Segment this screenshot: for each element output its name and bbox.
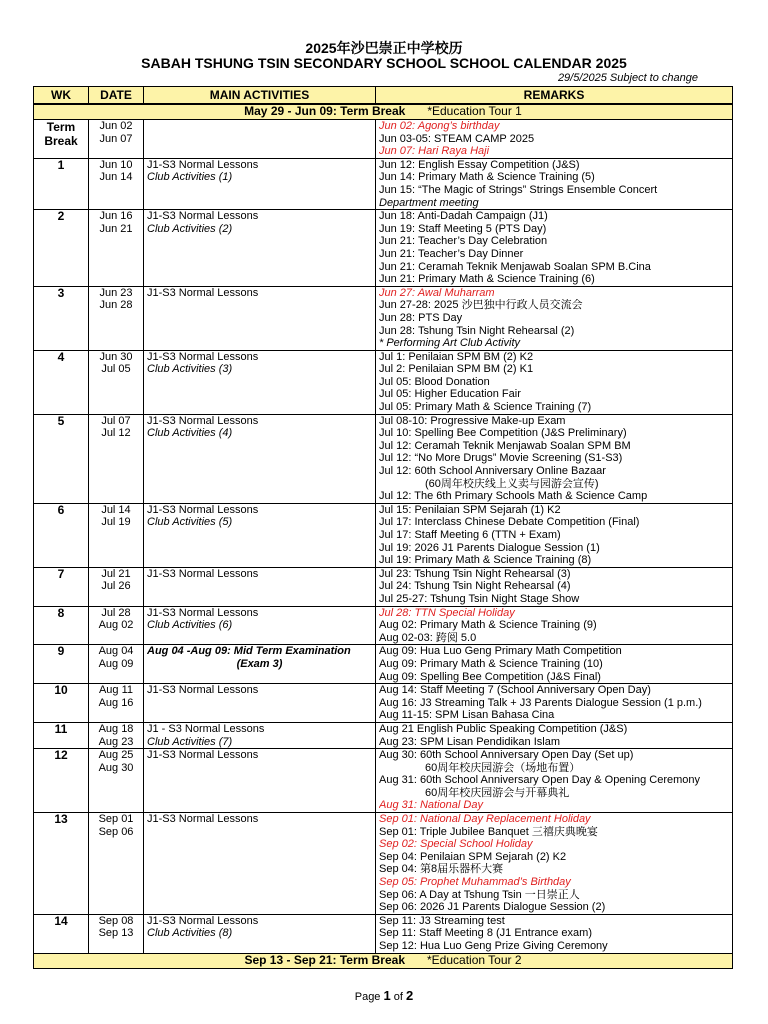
footer-page-number: 1	[383, 988, 391, 1003]
remark-line: Sep 11: J3 Streaming test	[379, 914, 505, 927]
week-row	[34, 210, 733, 287]
remark-line: Aug 23: SPM Lisan Pendidikan Islam	[379, 735, 560, 748]
term-break-row	[34, 104, 733, 120]
remarks	[376, 914, 733, 953]
remark-line: 60周年校庆园游会（场地布置）	[425, 761, 581, 774]
activity-line: J1-S3 Normal Lessons	[147, 350, 259, 363]
remarks	[376, 813, 733, 915]
date-line: Aug 25	[98, 749, 134, 762]
week-number: 12	[34, 749, 89, 813]
remark-line: Jul 28: TTN Special Holiday	[379, 606, 515, 619]
week-dates	[89, 567, 144, 606]
remark-line: Aug 14: Staff Meeting 7 (School Anniversary Open Day)	[379, 684, 651, 697]
remark-line: Jul 15: Penilaian SPM Sejarah (1) K2	[379, 503, 561, 516]
remark-line: (60周年校庆线上义卖与园游会宣传)	[425, 477, 599, 490]
main-activities	[144, 645, 376, 684]
term-break-label: Sep 13 - Sep 21: Term Break	[244, 952, 405, 967]
remarks	[376, 749, 733, 813]
date-line: Jun 23	[99, 286, 133, 299]
remarks	[376, 158, 733, 209]
main-activities	[144, 567, 376, 606]
week-number: 8	[34, 606, 89, 645]
remark-line: Aug 02-03: 跨阅 5.0	[379, 631, 477, 644]
remark-line: Aug 02: Primary Math & Science Training (9)	[379, 619, 597, 632]
date-line: Jul 19	[101, 516, 131, 529]
week-number: 9	[34, 645, 89, 684]
activity-line: J1-S3 Normal Lessons	[147, 286, 259, 299]
remark-line: Sep 12: Hua Luo Geng Prize Giving Ceremony	[379, 940, 608, 952]
remarks	[376, 503, 733, 567]
date-line: Jun 07	[99, 132, 133, 145]
week-number: Term Break	[34, 120, 89, 159]
revision-note: 29/5/2025 Subject to change	[557, 72, 698, 84]
activity-line: J1-S3 Normal Lessons	[147, 606, 259, 619]
main-activities	[144, 120, 376, 159]
activity-line: Club Activities (1)	[147, 171, 233, 184]
week-dates	[89, 503, 144, 567]
date-line: Sep 13	[98, 927, 134, 940]
date-line: Aug 23	[98, 735, 134, 748]
remark-line: Jun 21: Teacher’s Day Celebration	[379, 235, 548, 248]
remark-line: Aug 31: 60th School Anniversary Open Day & Opening Ceremony	[379, 774, 701, 787]
main-activities	[144, 158, 376, 209]
column-header-date: DATE	[89, 87, 144, 105]
week-row	[34, 645, 733, 684]
week-dates	[89, 722, 144, 748]
date-line: Jul 12	[101, 427, 131, 440]
week-row	[34, 120, 733, 159]
date-line: Jun 21	[99, 222, 133, 235]
week-row	[34, 684, 733, 723]
remark-line: Aug 30: 60th School Anniversary Open Day (Set up)	[379, 749, 634, 762]
week-number: 11	[34, 722, 89, 748]
main-activities	[144, 914, 376, 953]
week-dates	[89, 645, 144, 684]
activity-line: J1-S3 Normal Lessons	[147, 914, 259, 927]
remark-line: Jun 18: Anti-Dadah Campaign (J1)	[379, 210, 548, 223]
remark-line: Jun 14: Primary Math & Science Training (5)	[379, 171, 595, 184]
week-dates	[89, 813, 144, 915]
date-line: Jul 14	[101, 503, 131, 516]
week-row	[34, 749, 733, 813]
week-row	[34, 567, 733, 606]
week-number: 1	[34, 158, 89, 209]
column-header-main-activities: MAIN ACTIVITIES	[144, 87, 376, 105]
week-number: 13	[34, 813, 89, 915]
date-line: Aug 02	[98, 619, 134, 632]
week-number: 4	[34, 350, 89, 414]
activity-line: Aug 04 -Aug 09: Mid Term Examination	[147, 645, 351, 658]
remark-line: Jun 28: PTS Day	[379, 311, 463, 324]
remark-line: Jul 12: Ceramah Teknik Menjawab Soalan SPM BM	[379, 439, 631, 452]
activity-line: J1-S3 Normal Lessons	[147, 210, 259, 223]
remark-line: Sep 05: Prophet Muhammad’s Birthday	[379, 876, 571, 889]
footer-of: of	[390, 991, 407, 1003]
main-activities	[144, 210, 376, 287]
footer-prefix: Page	[354, 991, 384, 1003]
page-footer	[0, 988, 768, 1003]
main-activities	[144, 350, 376, 414]
title-english: SABAH TSHUNG TSIN SECONDARY SCHOOL SCHOOL CALENDAR 2025	[141, 55, 627, 71]
date-line: Jun 16	[99, 210, 133, 223]
week-row	[34, 158, 733, 209]
remark-line: Aug 09: Primary Math & Science Training (10)	[379, 657, 603, 670]
date-line: Jun 30	[99, 350, 133, 363]
week-dates	[89, 684, 144, 723]
remark-line: Jun 27-28: 2025 沙巴独中行政人员交流会	[379, 299, 583, 312]
week-number: 10	[34, 684, 89, 723]
date-line: Sep 01	[98, 813, 134, 826]
date-line: Jul 28	[101, 606, 131, 619]
remark-line: Jul 19: 2026 J1 Parents Dialogue Session (1)	[379, 541, 600, 554]
date-line: Jul 05	[101, 363, 131, 376]
remark-line: Jun 21: Primary Math & Science Training (6)	[379, 273, 595, 286]
remark-line: Jun 21: Ceramah Teknik Menjawab Soalan SPM B.Cina	[379, 260, 651, 273]
date-line: Aug 18	[98, 722, 134, 735]
remarks	[376, 567, 733, 606]
remarks	[376, 350, 733, 414]
remark-line: Jul 25-27: Tshung Tsin Night Stage Show	[379, 592, 580, 605]
term-break-cell	[34, 953, 733, 968]
remark-line: Jul 05: Primary Math & Science Training (7)	[379, 401, 592, 414]
remark-line: Aug 09: Spelling Bee Competition (J&S Final)	[379, 670, 601, 683]
remark-line: Jul 23: Tshung Tsin Night Rehearsal (3)	[379, 567, 571, 580]
remark-line: Sep 01: National Day Replacement Holiday	[379, 813, 591, 826]
date-line: Jul 07	[101, 414, 131, 427]
column-header-remarks: REMARKS	[376, 87, 733, 105]
remarks	[376, 120, 733, 159]
term-break-note: *Education Tour 2	[427, 952, 522, 967]
remark-line: Jun 15: “The Magic of Strings” Strings Ensemble Concert	[379, 183, 658, 196]
week-number: 6	[34, 503, 89, 567]
date-line: Aug 04	[98, 645, 134, 658]
remark-line: Jun 21: Teacher’s Day Dinner	[379, 247, 524, 260]
remark-line: Aug 31: National Day	[379, 799, 483, 812]
header-row	[34, 87, 733, 105]
remark-line: Sep 01: Triple Jubilee Banquet 三禧庆典晚宴	[379, 825, 598, 838]
remark-line: Jul 24: Tshung Tsin Night Rehearsal (4)	[379, 580, 571, 593]
activity-line: J1-S3 Normal Lessons	[147, 158, 259, 171]
remarks	[376, 606, 733, 645]
term-break-note: *Education Tour 1	[427, 104, 522, 118]
activity-line: Club Activities (2)	[147, 222, 233, 235]
remarks	[376, 645, 733, 684]
week-number: 7	[34, 567, 89, 606]
week-row	[34, 914, 733, 953]
main-activities	[144, 684, 376, 723]
remark-line: Jun 02: Agong’s birthday	[379, 120, 500, 132]
remark-line: Jul 12: 60th School Anniversary Online Bazaar	[379, 465, 606, 478]
main-activities	[144, 749, 376, 813]
remark-line: * Performing Art Club Activity	[379, 337, 521, 350]
week-dates	[89, 606, 144, 645]
date-line: Jul 26	[101, 580, 131, 593]
remark-line: Jun 19: Staff Meeting 5 (PTS Day)	[379, 222, 547, 235]
activity-line: J1-S3 Normal Lessons	[147, 414, 259, 427]
main-activities	[144, 286, 376, 350]
remark-line: Department meeting	[379, 196, 479, 209]
week-dates	[89, 350, 144, 414]
activity-line: J1-S3 Normal Lessons	[147, 567, 259, 580]
remark-line: Jun 28: Tshung Tsin Night Rehearsal (2)	[379, 324, 575, 337]
main-activities	[144, 414, 376, 503]
footer-page-total: 2	[406, 988, 414, 1003]
date-line: Jun 28	[99, 299, 133, 312]
remark-line: Aug 09: Hua Luo Geng Primary Math Competition	[379, 645, 622, 658]
remark-line: Sep 04: Penilaian SPM Sejarah (2) K2	[379, 850, 567, 863]
main-activities	[144, 722, 376, 748]
activity-line: Club Activities (8)	[147, 927, 233, 940]
date-line: Aug 09	[98, 657, 134, 670]
remark-line: Aug 11-15: SPM Lisan Bahasa Cina	[379, 709, 555, 722]
remark-line: Jul 10: Spelling Bee Competition (J&S Preliminary)	[379, 427, 627, 440]
week-number: 5	[34, 414, 89, 503]
week-dates	[89, 749, 144, 813]
week-number: 2	[34, 210, 89, 287]
week-row	[34, 503, 733, 567]
week-dates	[89, 286, 144, 350]
remark-line: Jul 19: Primary Math & Science Training (8)	[379, 554, 592, 567]
week-row	[34, 722, 733, 748]
remark-line: Sep 06: 2026 J1 Parents Dialogue Session (2)	[379, 901, 606, 914]
remarks	[376, 722, 733, 748]
remark-line: Jul 08-10: Progressive Make-up Exam	[379, 414, 566, 427]
date-line: Jul 21	[101, 567, 131, 580]
week-number: 3	[34, 286, 89, 350]
remarks	[376, 684, 733, 723]
remarks	[376, 210, 733, 287]
week-row	[34, 813, 733, 915]
main-activities	[144, 606, 376, 645]
date-line: Aug 11	[98, 684, 134, 697]
activity-line: J1-S3 Normal Lessons	[147, 684, 259, 697]
week-dates	[89, 158, 144, 209]
remarks	[376, 286, 733, 350]
main-activities	[144, 503, 376, 567]
term-break-label: May 29 - Jun 09: Term Break	[244, 104, 406, 118]
remark-line: Jul 12: The 6th Primary Schools Math & Science Camp	[379, 490, 648, 503]
date-line: Aug 30	[98, 761, 134, 774]
remark-line: Jul 17: Interclass Chinese Debate Competition (Final)	[379, 516, 640, 529]
week-dates	[89, 914, 144, 953]
week-row	[34, 414, 733, 503]
week-row	[34, 350, 733, 414]
remark-line: 60周年校庆园游会与开幕典礼	[425, 786, 570, 799]
week-dates	[89, 414, 144, 503]
remark-line: Sep 04: 第8届乐器杯大赛	[379, 863, 504, 876]
remark-line: Jul 05: Higher Education Fair	[379, 388, 521, 401]
date-line: Jun 14	[99, 171, 133, 184]
activity-line: J1-S3 Normal Lessons	[147, 813, 259, 826]
activity-line: J1-S3 Normal Lessons	[147, 749, 259, 762]
remark-line: Jul 1: Penilaian SPM BM (2) K2	[379, 350, 534, 363]
remark-line: Sep 11: Staff Meeting 8 (J1 Entrance exam)	[379, 927, 592, 940]
activity-line: Club Activities (6)	[147, 619, 233, 632]
activity-line: J1 - S3 Normal Lessons	[147, 722, 265, 735]
column-header-wk: WK	[34, 87, 89, 105]
main-activities	[144, 813, 376, 915]
term-break-row	[34, 953, 733, 968]
date-line: Aug 16	[98, 696, 134, 709]
date-line: Sep 06	[98, 825, 134, 838]
remark-line: Jun 07: Hari Raya Haji	[379, 145, 490, 158]
date-line: Jun 10	[99, 158, 133, 171]
week-row	[34, 286, 733, 350]
activity-line: Club Activities (5)	[147, 516, 233, 529]
activity-line: Club Activities (3)	[147, 363, 233, 376]
date-line: Sep 08	[98, 914, 134, 927]
activity-line: J1-S3 Normal Lessons	[147, 503, 259, 516]
remark-line: Aug 16: J3 Streaming Talk + J3 Parents Dialogue Session (1 p.m.)	[379, 696, 702, 709]
calendar-table	[33, 86, 733, 969]
remarks	[376, 414, 733, 503]
remark-line: Sep 02: Special School Holiday	[379, 838, 533, 851]
remark-line: Sep 06: A Day at Tshung Tsin 一日崇正人	[379, 888, 580, 901]
activity-line: Club Activities (4)	[147, 427, 233, 440]
date-line: Jun 02	[99, 120, 133, 132]
remark-line: Jul 12: “No More Drugs” Movie Screening (S1-S3)	[379, 452, 623, 465]
week-number: 14	[34, 914, 89, 953]
remark-line: Jul 2: Penilaian SPM BM (2) K1	[379, 363, 534, 376]
remark-line: Jun 27: Awal Muharram	[379, 286, 495, 299]
week-dates	[89, 210, 144, 287]
remark-line: Jun 12: English Essay Competition (J&S)	[379, 158, 580, 171]
title-chinese: 2025年沙巴崇正中学校历	[305, 40, 463, 56]
calendar-body	[34, 104, 733, 968]
remark-line: Aug 21 English Public Speaking Competition (J&S)	[379, 722, 628, 735]
week-row	[34, 606, 733, 645]
activity-line: (Exam 3)	[236, 657, 283, 670]
remark-line: Jul 17: Staff Meeting 6 (TTN + Exam)	[379, 529, 561, 541]
week-dates	[89, 120, 144, 159]
remark-line: Jul 05: Blood Donation	[379, 375, 490, 388]
remark-line: Jun 03-05: STEAM CAMP 2025	[379, 132, 535, 145]
activity-line: Club Activities (7)	[147, 735, 233, 748]
